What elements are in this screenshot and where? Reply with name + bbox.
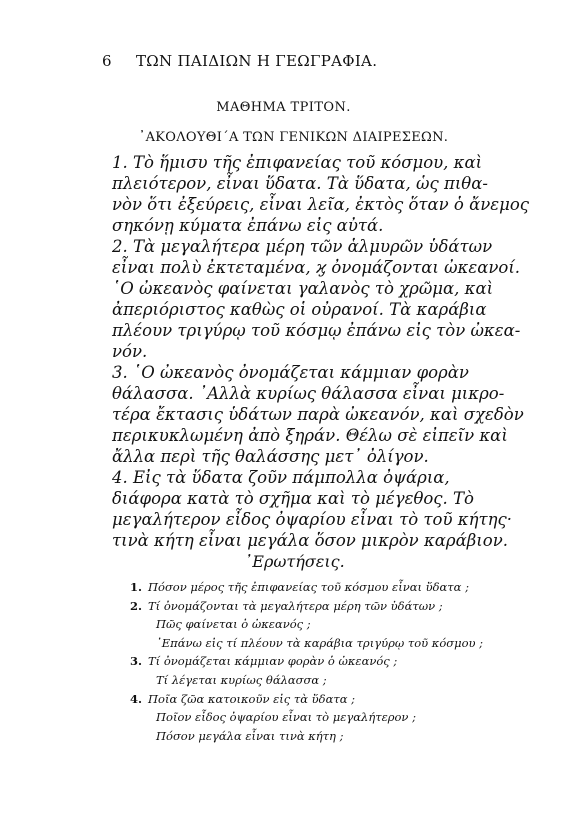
body-line: πλέουν τριγύρῳ τοῦ κόσμῳ ἐπάνω εἰς τὸν ὠκεα- [112,321,521,340]
body-line: περικυκλωμένη ἀπὸ ξηράν. Θέλω σὲ εἰπεῖν καὶ [112,426,508,445]
body-line: νὸν ὅτι ἐξεύρεις, εἶναι λεῖα, ἐκτὸς ὅταν ὁ ἄνεμος [112,195,530,214]
question-text: Πόσον μέρος τῆς ἐπιφανείας τοῦ κόσμου εἶναι ὕδατα ; [148,580,469,594]
body-line: 4. Εἰς τὰ ὕδατα ζοῦν πάμπολλα ὀψάρια, [112,468,450,487]
body-line: σηκόνῃ κύματα ἐπάνω εἰς αὐτά. [112,216,384,235]
body-line: ἀπεριόριστος καθὼς οἱ οὐρανοί. Τὰ καράβια [112,300,487,319]
body-line: 1. Τὸ ἥμισυ τῆς ἐπιφανείας τοῦ κόσμου, καὶ [112,153,483,172]
question-text: Ποῖον εἶδος ὀψαρίου εἶναι τὸ μεγαλήτερον ; [156,710,416,725]
question-item [130,727,470,746]
question-item [130,690,470,709]
body-line: θάλασσα. ᾿Αλλὰ κυρίως θάλασσα εἶναι μικρο- [112,384,505,403]
question-item [130,634,484,653]
questions-list [130,578,484,745]
body-line: τινὰ κήτη εἶναι μεγάλα ὅσον μικρὸν καράβιον. [112,531,508,550]
question-item [130,671,470,690]
page-number: 6 [102,52,112,70]
question-text: ᾿Επάνω εἰς τί πλέουν τὰ καράβια τριγύρῳ τοῦ κόσμου ; [156,635,484,650]
question-number: 2. [130,598,143,613]
section-title: ᾿ΑΚΟΛΟΥΘΙ΄Α ΤΩΝ ΓΕΝΙΚΩΝ ΔΙΑΙΡΕΣΕΩΝ. [138,130,449,145]
question-item [130,615,470,634]
question-item [130,708,470,727]
body-line: εἶναι πολὺ ἐκτεταμένα, ϗ ὀνομάζονται ὠκεανοί. [112,258,521,277]
body-line: 2. Τὰ μεγαλήτερα μέρη τῶν ἁλμυρῶν ὑδάτων [112,237,493,256]
body-line: διάφορα κατὰ τὸ σχῆμα καὶ τὸ μέγεθος. Τὸ [112,489,474,508]
question-item [130,578,470,597]
body-line: ἄλλα περὶ τῆς θαλάσσης μετ᾿ ὀλίγον. [112,447,429,466]
page-header [102,52,462,74]
question-text: Τί ὀνομάζονται τὰ μεγαλήτερα μέρη τῶν ὑδάτων ; [148,598,443,613]
question-item [130,652,470,671]
question-text: Πόσον μεγάλα εἶναι τινὰ κήτη ; [156,728,344,743]
body-line: τέρα ἔκτασις ὑδάτων παρὰ ὠκεανόν, καὶ σχεδὸν [112,405,524,424]
question-text: Τί ὀνομάζεται κάμμιαν φορὰν ὁ ὠκεανός ; [148,654,398,669]
question-text: Πῶς φαίνεται ὁ ὠκεανός ; [156,617,311,632]
body-line: πλειότερον, εἶναι ὕδατα. Τὰ ὕδατα, ὡς πιθα- [112,174,488,193]
question-text: Τί λέγεται κυρίως θάλασσα ; [156,672,327,687]
question-text: Ποῖα ζῶα κατοικοῦν εἰς τὰ ὕδατα ; [148,691,356,706]
question-item [130,597,470,616]
question-number: 3. [130,654,143,669]
body-line: μεγαλήτερον εἶδος ὀψαρίου εἶναι τὸ τοῦ κήτης· [112,510,512,529]
running-title: ΤΩΝ ΠΑΙΔΙΩΝ Η ΓΕΩΓΡΑΦΙΑ. [136,52,378,70]
body-line: 3. ῾Ο ὠκεανὸς ὀνομάζεται κάμμιαν φορὰν [112,363,469,382]
body-text [112,152,530,551]
questions-title: ᾿Ερωτήσεις. [244,552,345,571]
question-number: 4. [130,691,143,706]
body-line: νόν. [112,342,148,361]
lesson-title: ΜΑΘΗΜΑ ΤΡΙΤΟΝ. [216,100,351,115]
body-line: ῾Ο ὠκεανὸς φαίνεται γαλανὸς τὸ χρῶμα, καὶ [112,279,494,298]
question-number: 1. [130,580,143,594]
